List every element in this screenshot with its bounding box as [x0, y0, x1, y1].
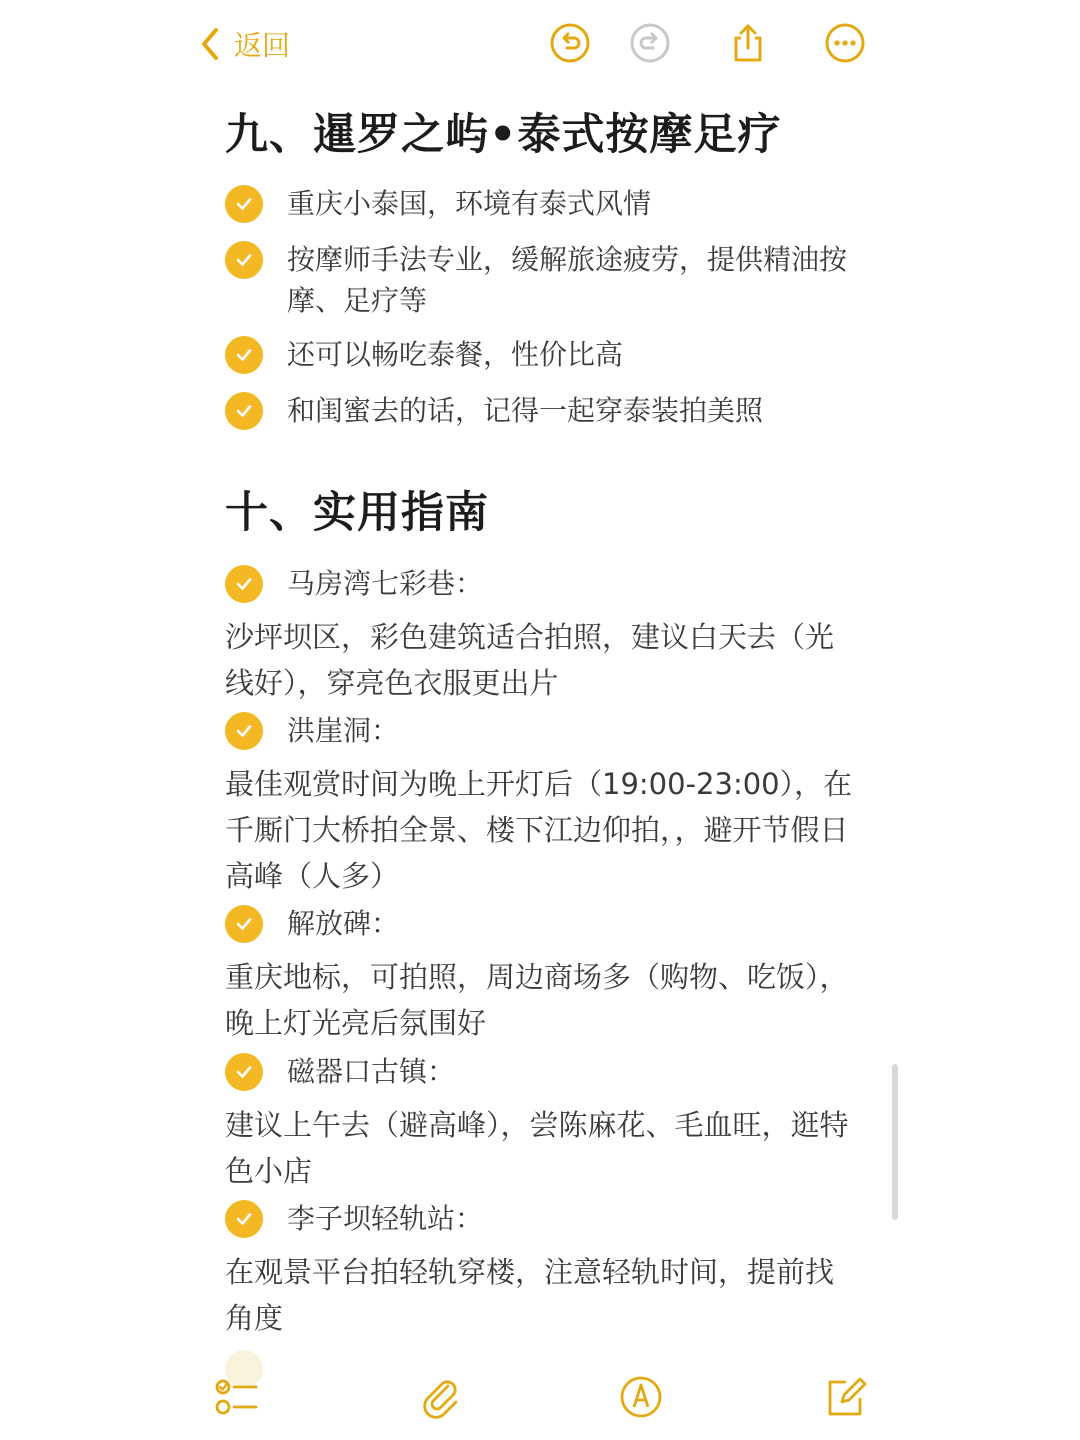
checklist-icon	[214, 1374, 260, 1420]
guide-paragraph: 重庆地标，可拍照，周边商场多（购物、吃饭），晚上灯光亮后氛围好	[225, 960, 849, 1040]
checked-circle-icon[interactable]	[225, 905, 263, 943]
checklist-item-text: 洪崖洞：	[287, 714, 400, 747]
scrollbar[interactable]	[892, 1064, 898, 1220]
checked-circle-icon[interactable]	[225, 392, 263, 430]
checklist-item	[225, 183, 855, 224]
back-button[interactable]	[198, 22, 290, 66]
redo-button[interactable]	[629, 22, 671, 64]
undo-icon	[549, 22, 591, 64]
checklist-item-text: 还可以畅吃泰餐，性价比高	[287, 338, 624, 371]
attachment-icon	[418, 1374, 464, 1420]
checklist-item	[225, 710, 855, 751]
checklist-item-text: 马房湾七彩巷：	[287, 567, 484, 600]
redo-icon	[629, 22, 671, 64]
checklist-item-text: 解放碑：	[287, 907, 400, 940]
checked-circle-icon[interactable]	[225, 241, 263, 279]
share-icon	[727, 22, 769, 64]
checklist-item	[225, 334, 855, 375]
top-toolbar	[0, 0, 1080, 90]
checked-circle-icon[interactable]	[225, 1200, 263, 1238]
checklist-item-text: 磁器口古镇：	[287, 1055, 456, 1088]
compose-button[interactable]	[822, 1374, 868, 1420]
checklist-button[interactable]	[214, 1374, 260, 1420]
guide-paragraph: 最佳观赏时间为晚上开灯后（19:00-23:00），在千厮门大桥拍全景、楼下江边仰拍，，避开节假日高峰（人多）	[225, 767, 853, 893]
compose-icon	[822, 1374, 868, 1420]
guide-paragraph: 建议上午去（避高峰），尝陈麻花、毛血旺，逛特色小店	[225, 1108, 849, 1188]
checked-circle-icon[interactable]	[225, 185, 263, 223]
checklist-item-text: 重庆小泰国，环境有泰式风情	[287, 187, 652, 220]
checklist-item	[225, 390, 855, 431]
checklist-item	[225, 903, 855, 944]
more-button[interactable]	[824, 22, 866, 64]
share-button[interactable]	[727, 22, 769, 64]
checklist-item	[225, 1198, 855, 1239]
chevron-left-icon	[198, 24, 222, 64]
checked-circle-icon[interactable]	[225, 336, 263, 374]
undo-button[interactable]	[549, 22, 591, 64]
checked-circle-icon[interactable]	[225, 1053, 263, 1091]
checked-circle-icon[interactable]	[225, 712, 263, 750]
markup-button[interactable]	[618, 1374, 664, 1420]
section-title: 十、实用指南	[225, 488, 489, 538]
checklist-item	[225, 563, 855, 604]
checked-circle-icon[interactable]	[225, 565, 263, 603]
guide-paragraph: 在观景平台拍轻轨穿楼，注意轻轨时间，提前找角度	[225, 1255, 835, 1335]
checklist-item-text: 和闺蜜去的话，记得一起穿泰装拍美照	[287, 394, 764, 427]
checklist-item	[225, 1051, 855, 1092]
more-icon	[824, 22, 866, 64]
bottom-toolbar	[0, 1368, 1080, 1428]
markup-icon	[618, 1374, 664, 1420]
guide-paragraph: 沙坪坝区，彩色建筑适合拍照，建议白天去（光线好），穿亮色衣服更出片	[225, 620, 835, 700]
checklist-item-text: 按摩师手法专业，缓解旅途疲劳，提供精油按摩、足疗等	[287, 243, 848, 317]
checklist-item	[225, 239, 855, 321]
checklist-item-text: 李子坝轻轨站：	[287, 1202, 484, 1235]
back-label: 返回	[234, 29, 291, 62]
section-title: 九、暹罗之屿•泰式按摩足疗	[225, 110, 782, 160]
attachment-button[interactable]	[418, 1374, 464, 1420]
